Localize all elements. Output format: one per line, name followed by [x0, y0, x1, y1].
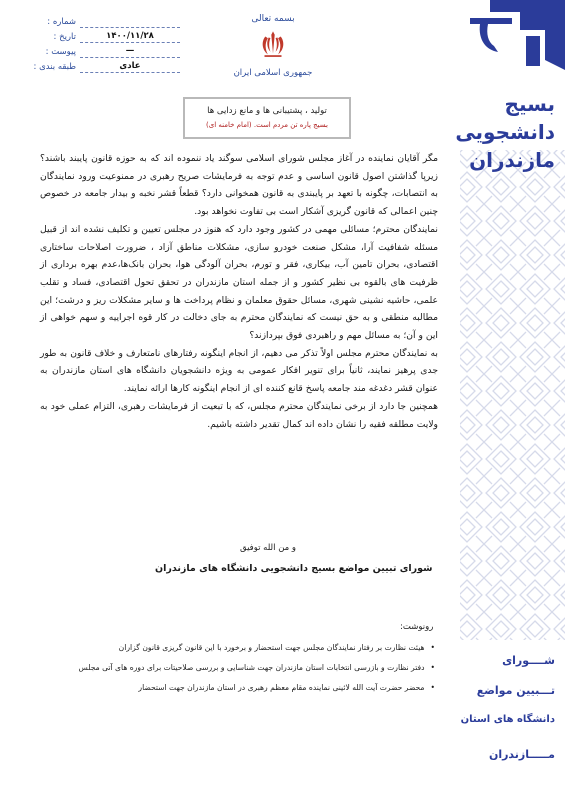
- iran-emblem-icon: [256, 28, 290, 62]
- letter-metadata: [30, 14, 180, 74]
- slogan-line-1: تولید ، پشتیبانی ها و مانع زدایی ها: [207, 106, 327, 116]
- cc-item: • دفتر نظارت و بازرسی انتخابات استان مازندران جهت شناسایی و بررسی صلاحیتات برای دوره های آتی مجلس: [105, 658, 435, 678]
- number-row: [30, 14, 180, 29]
- sidebar-branding: [450, 0, 565, 798]
- council-line-4: مـــــازندران: [488, 748, 555, 761]
- cc-item: • هیئت نظارت بر رفتار نمایندگان مجلس جهت استحضار و برخورد با این قانون گریزی قانون گزاران: [105, 638, 435, 658]
- number-value: [80, 16, 180, 28]
- attachment-label: پیوست :: [45, 46, 76, 57]
- number-label: شماره :: [47, 16, 76, 27]
- council-line-2: تـــبیین مواضع: [476, 684, 555, 697]
- date-label: تاریخ :: [53, 31, 76, 42]
- council-line-3: دانشگاه های استان: [460, 714, 555, 725]
- letter-body: [40, 150, 438, 433]
- attachment-row: [30, 44, 180, 59]
- closing-phrase: و من الله توفیق: [240, 543, 297, 553]
- country-name: جمهوری اسلامی ایران: [233, 68, 313, 78]
- cc-title: رونوشت:: [400, 622, 434, 632]
- date-row: [30, 29, 180, 44]
- classification-value: عادی: [80, 61, 180, 73]
- slogan-line-2: بسیج پاره تن مردم است. (امام خامنه ای): [206, 121, 328, 129]
- cc-list: [78, 638, 435, 698]
- body-paragraph-3: به نمایندگان محترم مجلس اولاً تذکر می دهیم، از انجام اینگونه رفتارهای نامتعارف و خلاف قانون به طور جدی پرهیز نمایند، ثانیاً برای تنویر افکار عمومی به ویژه دانشجویان دانشگاه های استان مازندران به عنوان قشر دغدغه مند جامعه پاسخ قانع کننده ای از انجام اینگونه کارها ارائه نمایند.: [40, 347, 438, 395]
- body-paragraph-4: همچنین جا دارد از برخی نمایندگان محترم مجلس، که با تبعیت از فرمایشات رهبری، التزام عملی خود به ولایت مطلقه فقیه را نشان داده اند کمال تقدیر داشته باشیم.: [40, 400, 438, 430]
- body-paragraph-1: مگر آقایان نماینده در آغاز مجلس شورای اسلامی سوگند یاد ننموده اند که به حوزه قانون پایبند باشند؟ زیرپا گذاشتن اصول قانون اساسی و عدم توجه به فرمایشات صریح رهبری در ممنوعیت ورود نمایندگان به انتصابات، چگونه با تعهد بر پایبندی به قانون همخوانی دارد؟ قطعاً قشر نخبه و بیدار جامعه در خصوص چنین اعمالی که قانون گریزی آشکار است بی تفاوت نخواهد بود.: [40, 153, 438, 218]
- attachment-value: —: [80, 46, 180, 58]
- signer-name: شورای تبیین مواضع بسیج دانشجویی دانشگاه های مازندران: [155, 563, 433, 574]
- org-line-3: مازندران: [469, 148, 555, 172]
- cc-item: • محضر حضرت آیت الله لائینی نماینده مقام معظم رهبری در استان مازندران جهت استحضار: [105, 678, 435, 698]
- council-line-1: شــــورای: [502, 654, 555, 667]
- body-paragraph-2: نمایندگان محترم؛ مسائلی مهمی در کشور وجود دارد که هنوز در مجلس تعیین و تکلیف نشده اند از قبیل مسئله شفافیت آرا، مشکل صنعت خودرو سازی، مشکلات مناطق آزاد ، ضرورت اصلاحات ساختاری اقتصادی، بحران تامین آب، بیکاری، فقر و تورم، بحران آلودگی هوا، بحران بانک‌ها،عدم بهره برداری از ظرفیت های بالقوه بی نظیر کشور و از جمله استان مازندران در تحقق تحول اقتصادی، فساد و تقلب علمی، حاشیه نشینی شهری، مسائل حقوق معلمان و نظام پرداخت ها و سایر مشکلات ریز و درشت؛ این مطالبه منطقی و به حق نیست که نمایندگان محترم به جای دخالت در کار قوه اجراییه و سهم خواهی از این و آن؛ به مسائل مهم و راهبردی فوق بپردازند؟: [40, 223, 438, 342]
- org-line-1: بسیج: [504, 92, 555, 116]
- classification-row: [30, 59, 180, 74]
- basmala-text: بسمه تعالی: [251, 14, 295, 24]
- date-value: ۱۴۰۰/۱۱/۲۸: [80, 31, 180, 43]
- classification-label: طبقه بندی :: [33, 61, 76, 72]
- org-line-2: دانشجویی: [455, 120, 555, 144]
- slogan-box: [183, 97, 351, 139]
- emblem-block: [228, 14, 318, 78]
